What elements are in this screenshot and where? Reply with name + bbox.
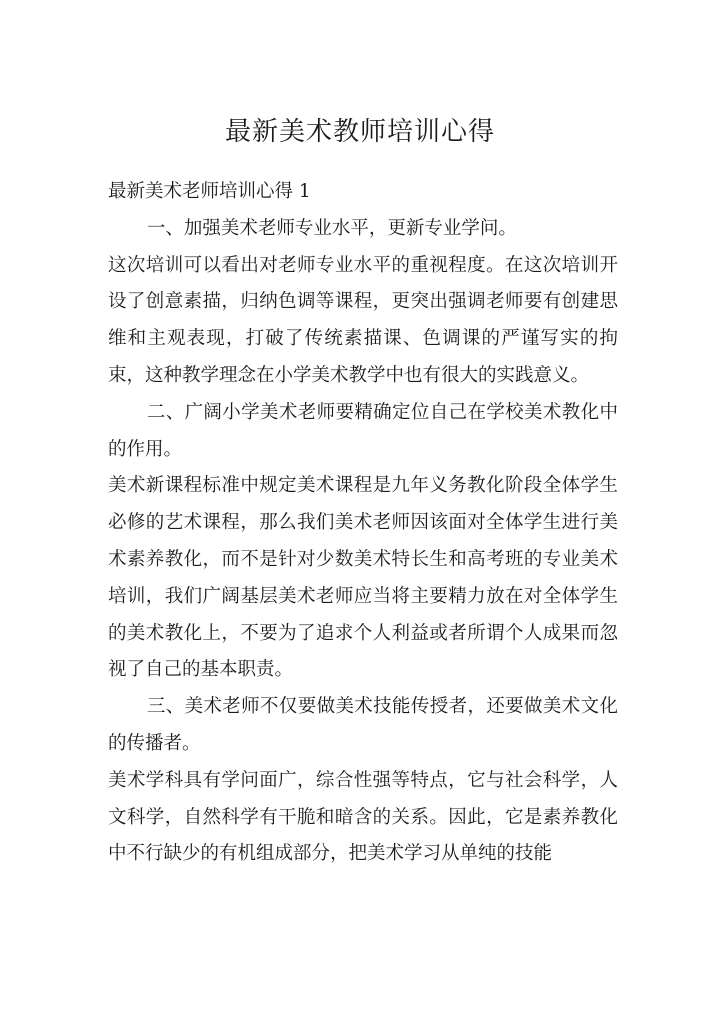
document-subtitle: 最新美术老师培训心得 1 <box>108 181 311 202</box>
paragraph-heading-1: 一、加强美术老师专业水平，更新专业学问。 <box>146 217 517 239</box>
paragraph-heading-3: 三、美术老师不仅要做美术技能传授者，还要做美术文化的传播者。 <box>108 696 618 754</box>
document-body <box>108 174 618 873</box>
paragraph-2: 美术新课程标准中规定美术课程是九年义务教化阶段全体学生必修的艺术课程，那么我们美术老师因该面对全体学生进行美术素养教化，而不是针对少数美术特长生和高考班的专业美术培训，我们广阔基层美术老师应当将主要精力放在对全体学生的美术教化上，不要为了追求个人利益或者所谓个人成果而忽视了自己的基本职责。 <box>108 475 618 681</box>
paragraph-3: 美术学科具有学问面广，综合性强等特点，它与社会科学，人文科学，自然科学有干脆和暗含的关系。因此，它是素养教化中不行缺少的有机组成部分，把美术学习从单纯的技能 <box>108 769 618 865</box>
paragraph-heading-2: 二、广阔小学美术老师要精确定位自己在学校美术教化中的作用。 <box>108 401 618 460</box>
document-title: 最新美术教师培训心得 <box>224 117 495 147</box>
paragraph-1: 这次培训可以看出对老师专业水平的重视程度。在这次培训开设了创意素描，归纳色调等课程，更突出强调老师要有创建思维和主观表现，打破了传统素描课、色调课的严谨写实的拘束，这种教学理念在小学美术教学中也有很大的实践意义。 <box>108 254 618 386</box>
